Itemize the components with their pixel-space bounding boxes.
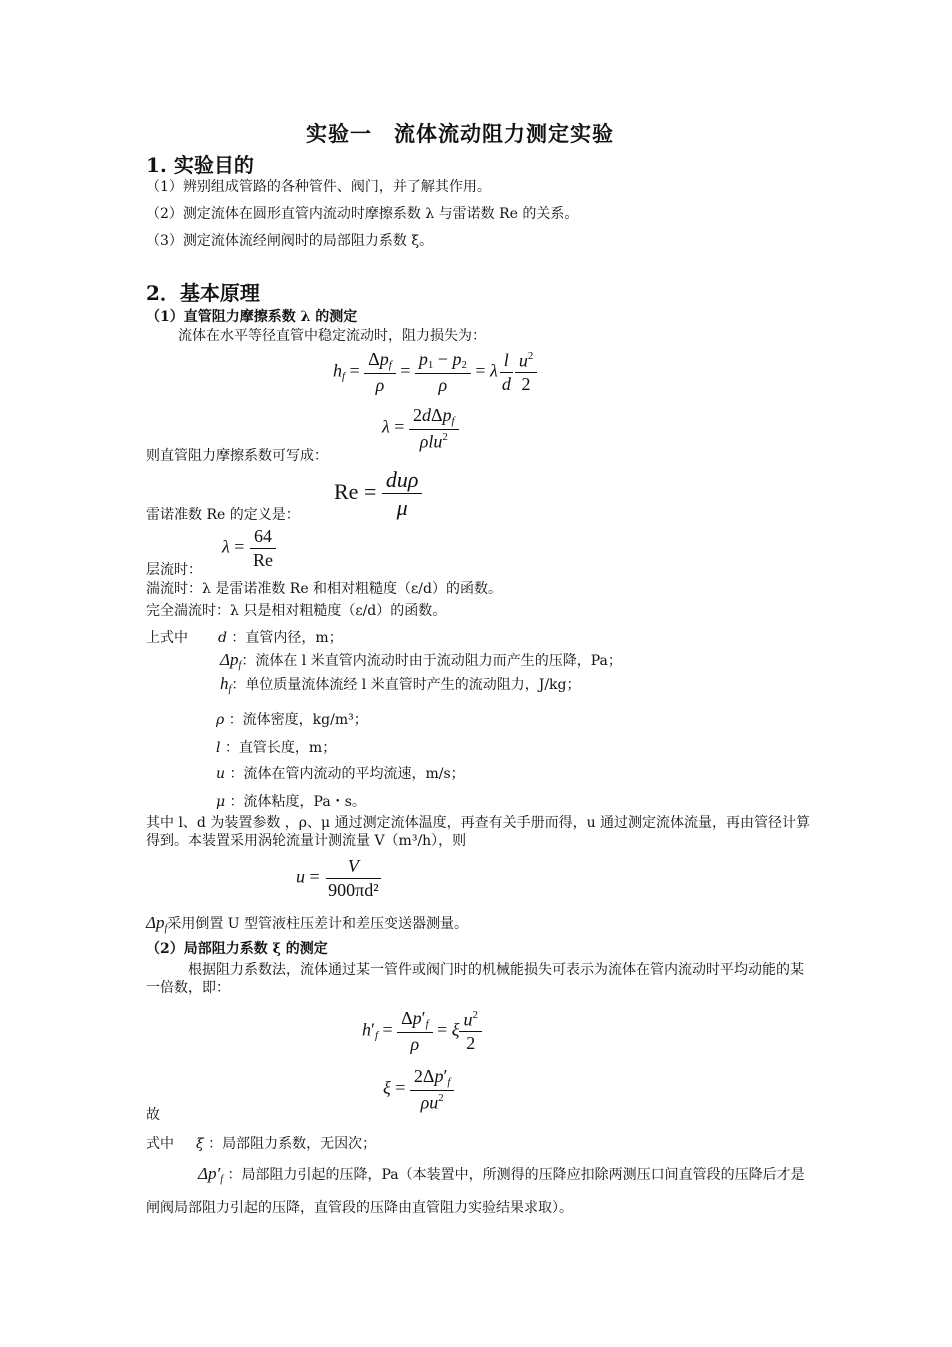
objective-item-3: （3）测定流体流经闸阀时的局部阻力系数 ξ。 (146, 233, 434, 249)
objective-item-1: （1）辨别组成管路的各种管件、阀门，并了解其作用。 (146, 179, 491, 195)
def-l: l ：直管长度，m； (216, 740, 337, 756)
equation-local-loss: $h'_f$ = $\frac{\Delta p'_f}{\rho}$ = ξ $\frac{u^2}{2}$ (362, 1008, 482, 1054)
def-rho: ρ ：流体密度，kg/m³； (216, 712, 368, 728)
equation-reynolds: Re = $\frac{\text{duρ}}{\mu}$ (334, 467, 422, 521)
def-u: u ：流体在管内流动的平均流速，m/s； (216, 766, 465, 782)
velocity-denominator: 900πd² (328, 879, 379, 900)
subsection-2-heading: （2）局部阻力系数 ξ 的测定 (146, 941, 328, 957)
page-title: 实验一 流体流动阻力测定实验 (306, 121, 614, 146)
section-2-heading: 2．基本原理 (146, 281, 260, 305)
laminar-denominator: Re (252, 549, 273, 570)
laminar-label: 层流时： (146, 562, 202, 578)
laminar-numerator: 64 (250, 526, 276, 549)
equation-xi: ξ = $\frac{2\Delta p'_f}{\rho u^2}$ (383, 1066, 454, 1113)
subsection-1-heading: （1）直管阻力摩擦系数 λ 的测定 (146, 309, 358, 325)
section-1-heading: 1. 实验目的 (146, 153, 254, 177)
def-dp-local: $\Delta p'_f$ ：局部阻力引起的压降，Pa（本装置中，所测得的压降应扣除两测压口间直管段的压降后才是闸阀局部阻力引起的压降，直管段的压降由直管阻力实验结果求取）。 (146, 1164, 805, 1217)
equation-laminar: λ = $\frac{64}{Re}$ (222, 526, 277, 570)
intro-text: 流体在水平等径直管中稳定流动时，阻力损失为： (178, 328, 486, 344)
full-turbulent-text: 完全湍流时：λ 只是相对粗糙度（ε/d）的函数。 (146, 603, 447, 619)
local-resistance-paragraph: 根据阻力系数法，流体通过某一管件或阀门时的机械能损失可表示为流体在管内流动时平均动能的某一倍数，即： (146, 962, 804, 996)
def-mu: μ ：流体粘度，Pa・s。 (216, 794, 366, 810)
where-label: 上式中 (146, 630, 188, 646)
equation-head-loss: $h_f$ = $\frac{\Delta p_f}{\rho}$ = $\frac{p_1 - p_2}{\rho}$ = λ $\frac{l}{d}$ $\frac{u^2}{2}$ (333, 349, 537, 395)
apparatus-paragraph: 其中 l、d 为装置参数 ，ρ、μ 通过测定流体温度，再查有关手册而得，u 通过测定流体流量，再由管径计算得到。本装置采用涡轮流量计测流量 V（m³/h），则 (146, 815, 811, 849)
where2-label: 式中 (146, 1136, 174, 1152)
reynolds-label: 雷诺准数 Re 的定义是： (146, 507, 300, 523)
def-d: d ：直管内径，m； (218, 630, 343, 646)
turbulent-text: 湍流时：λ 是雷诺准数 Re 和相对粗糙度（ε/d）的函数。 (146, 581, 502, 597)
def-dp: $\Delta p_f$：流体在 l 米直管内流动时由于流动阻力而产生的压降，Pa； (220, 650, 622, 672)
therefore-label: 故 (146, 1107, 160, 1123)
def-xi: ξ ：局部阻力系数，无因次； (196, 1136, 377, 1152)
objective-item-2: （2）测定流体在圆形直管内流动时摩擦系数 λ 与雷诺数 Re 的关系。 (146, 206, 579, 222)
lambda-label: 则直管阻力摩擦系数可写成： (146, 448, 328, 464)
equation-lambda: λ = $\frac{2d\Delta p_f}{\rho lu^2}$ (382, 405, 459, 452)
equation-velocity: u = $\frac{V}{\text{900πd²}}$ (296, 856, 383, 900)
def-hf: $h_f$：单位质量流体流经 l 米直管时产生的流动阻力，J/kg； (220, 674, 581, 696)
velocity-numerator: V (347, 856, 359, 876)
dp-measure-text: $\Delta p_f$采用倒置 U 型管液柱压差计和差压变送器测量。 (146, 913, 469, 935)
